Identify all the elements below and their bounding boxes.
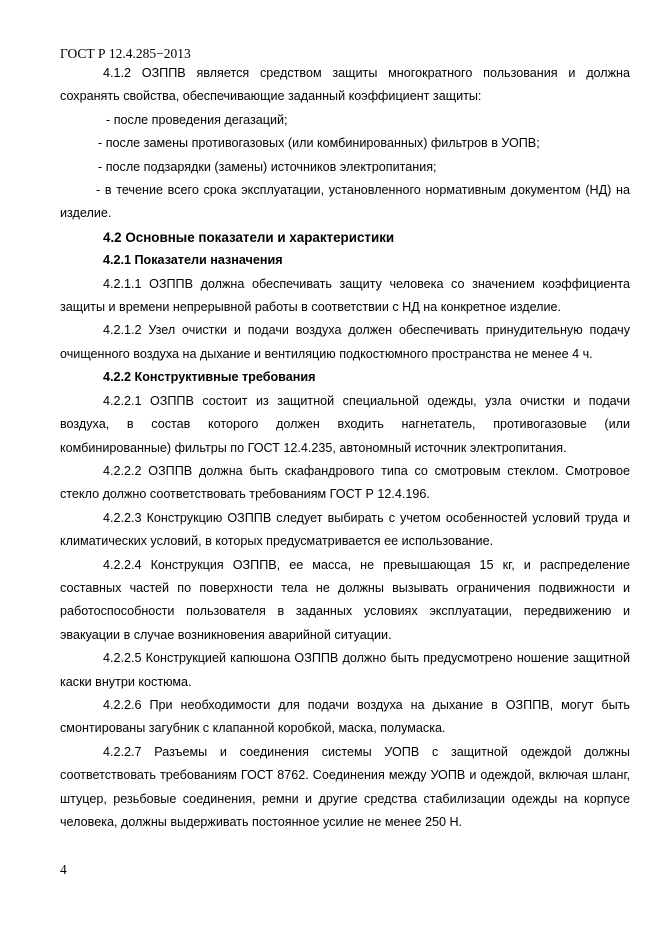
- paragraph-4-2-1-1: 4.2.1.1 ОЗППВ должна обеспечивать защиту человека со значением коэффициента защиты и времени непрерывной работы в соответствии с НД на конкретное изделие.: [60, 276, 630, 315]
- paragraph-4-2-2-7: 4.2.2.7 Разъемы и соединения системы УОПВ с защитной одеждой должны соответствовать требованиям ГОСТ 8762. Соединения между УОПВ и одеждой, включая шланг, штуцер, резьбовые соединения, ремни и другие средства стабилизации одежды на корпусе человека, должны выдерживать постоянное усилие не менее 250 Н.: [60, 744, 630, 829]
- section-heading-4-2: 4.2 Основные показатели и характеристики: [103, 229, 395, 245]
- list-item: - в течение всего срока эксплуатации, установленного нормативным документом (НД) на изделие.: [60, 183, 630, 221]
- page-number: 4: [60, 862, 67, 877]
- list-item: - после замены противогазовых (или комбинированных) фильтров в УОПВ;: [98, 136, 540, 151]
- subsection-heading-4-2-2: 4.2.2 Конструктивные требования: [103, 370, 316, 385]
- paragraph-4-2-2-3: 4.2.2.3 Конструкцию ОЗППВ следует выбирать с учетом особенностей условий труда и климатических условий, в которых предусматривается ее использование.: [60, 510, 630, 549]
- list-item: - после проведения дегазаций;: [106, 112, 288, 127]
- paragraph-4-2-2-2: 4.2.2.2 ОЗППВ должна быть скафандрового типа со смотровым стеклом. Смотровое стекло должно соответствовать требованиям ГОСТ Р 12.4.196.: [60, 463, 630, 502]
- document-body: [60, 62, 630, 834]
- paragraph-4-2-2-1: 4.2.2.1 ОЗППВ состоит из защитной специальной одежды, узла очистки и подачи воздуха, в состав которого должен входить нагнетатель, противогазовые (или комбинированные) фильтры по ГОСТ 12.4.235, автономный источник электропитания.: [60, 393, 630, 455]
- paragraph-4-1-2: 4.1.2 ОЗППВ является средством защиты многократного пользования и должна сохранять свойства, обеспечивающие заданный коэффициент защиты:: [60, 66, 630, 104]
- paragraph-4-2-2-5: 4.2.2.5 Конструкцией капюшона ОЗППВ должно быть предусмотрено ношение защитной каски внутри костюма.: [60, 651, 630, 689]
- subsection-heading-4-2-1: 4.2.1 Показатели назначения: [103, 253, 283, 268]
- document-header: ГОСТ Р 12.4.285−2013: [60, 46, 191, 61]
- paragraph-4-2-1-2: 4.2.1.2 Узел очистки и подачи воздуха должен обеспечивать принудительную подачу очищенного воздуха на дыхание и вентиляцию подкостюмного пространства не менее 4 ч.: [60, 323, 630, 361]
- list-item: - после подзарядки (замены) источников электропитания;: [98, 159, 437, 174]
- paragraph-4-2-2-4: 4.2.2.4 Конструкция ОЗППВ, ее масса, не превышающая 15 кг, и распределение составных частей по поверхности тела не должны вызывать ограничения подвижности и работоспособности пользователя в заданных условиях эксплуатации, передвижению и эвакуации в случае возникновения аварийной ситуации.: [60, 557, 630, 642]
- paragraph-4-2-2-6: 4.2.2.6 При необходимости для подачи воздуха на дыхание в ОЗППВ, могут быть смонтированы загубник с клапанной коробкой, маска, полумаска.: [60, 697, 630, 736]
